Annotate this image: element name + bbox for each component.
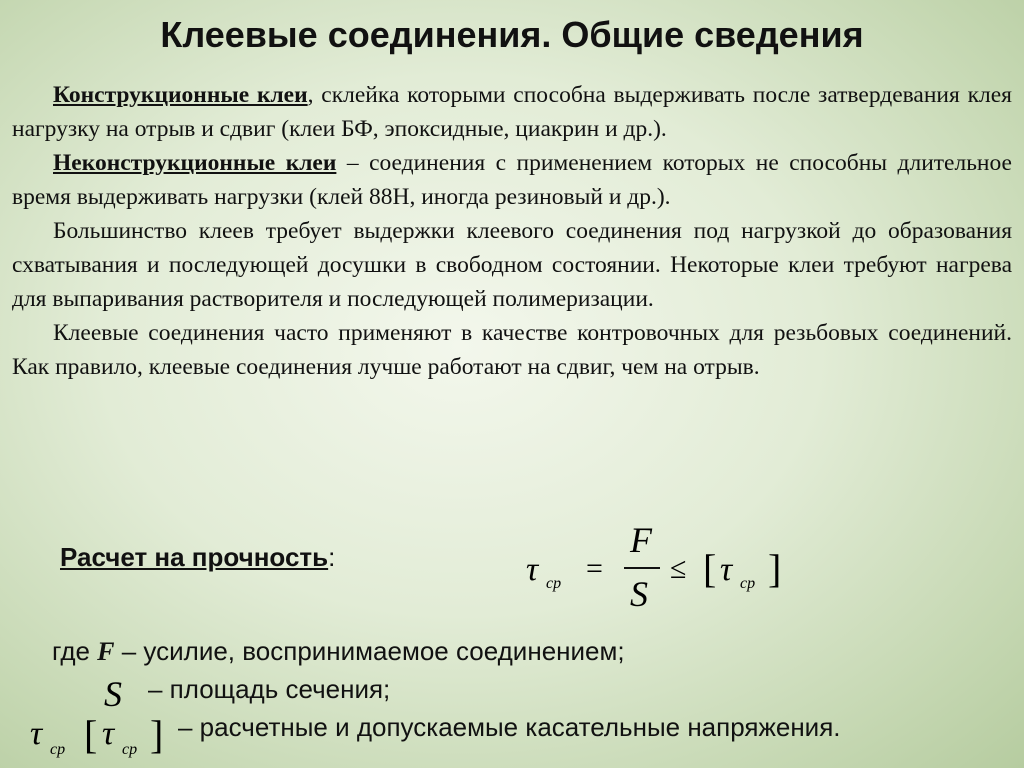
strength-heading [60,542,335,573]
paragraph-curing: Большинство клеев требует выдержки клеевого соединения под нагрузкой до образования схватывания и последующей досушки в свободном состоянии. Некоторые клеи требуют нагрева для выпаривания растворителя и последующей полимеризации. [12,218,1012,312]
formula-equals: = [586,552,603,585]
legend-tau-subscript: ср [50,741,66,758]
paragraph-text: – соединения с применением которых не способны длительное время выдерживать нагрузки (клей 88Н, иногда резиновый и др.). [12,150,1012,210]
term-nonstructural-adhesives: Неконструкционные клеи [53,150,337,176]
formula-lbracket: [ [703,546,717,591]
strength-label: Расчет на прочность [60,542,329,572]
legend-tau-allowed-subscript: ср [122,741,138,758]
paragraph-nonstructural-adhesives [12,146,1012,214]
term-structural-adhesives: Конструкционные клеи [53,82,308,108]
legend-force [52,636,625,667]
legend-tau-allowed: τ [102,715,115,752]
slide-title: Клеевые соединения. Общие сведения [160,14,864,55]
formula-tau-allowed-subscript: ср [740,575,756,592]
strength-formula [520,516,820,616]
formula-tau-subscript: ср [546,575,562,592]
paragraph-structural-adhesives [12,78,1012,146]
strength-colon: : [328,542,336,572]
legend-tau: τ [30,715,43,752]
formula-leq: ≤ [670,552,687,585]
legend-area-desc: – площадь сечения; [148,674,391,704]
paragraph-text: , склейка которыми способна выдерживать после затвердевания клея нагрузку на отрыв и сдвиг (клеи БФ, эпоксидные, циакрин и др.). [12,82,1012,142]
legend-symbol-F: F [97,637,115,666]
legend-lbracket: [ [84,712,98,757]
legend-where: где [52,636,98,666]
formula-numerator: F [630,520,652,560]
formula-denominator: S [630,574,648,614]
formula-tau-allowed: τ [720,551,733,588]
body-text [12,78,1012,384]
legend-stress-desc: – расчетные и допускаемые касательные напряжения. [178,712,841,742]
legend-S-glyph: S [104,674,122,714]
legend-force-desc: – усилие, воспринимаемое соединением; [114,636,625,666]
formula-rbracket: ] [768,546,782,591]
legend-symbol-tau [26,704,176,760]
paragraph-threadlocking: Клеевые соединения часто применяют в качестве контровочных для резьбовых соединений. Как правило, клеевые соединения лучше работают на сдвиг, чем на отрыв. [12,320,1012,380]
legend-rbracket: ] [150,712,164,757]
formula-tau: τ [526,551,539,588]
